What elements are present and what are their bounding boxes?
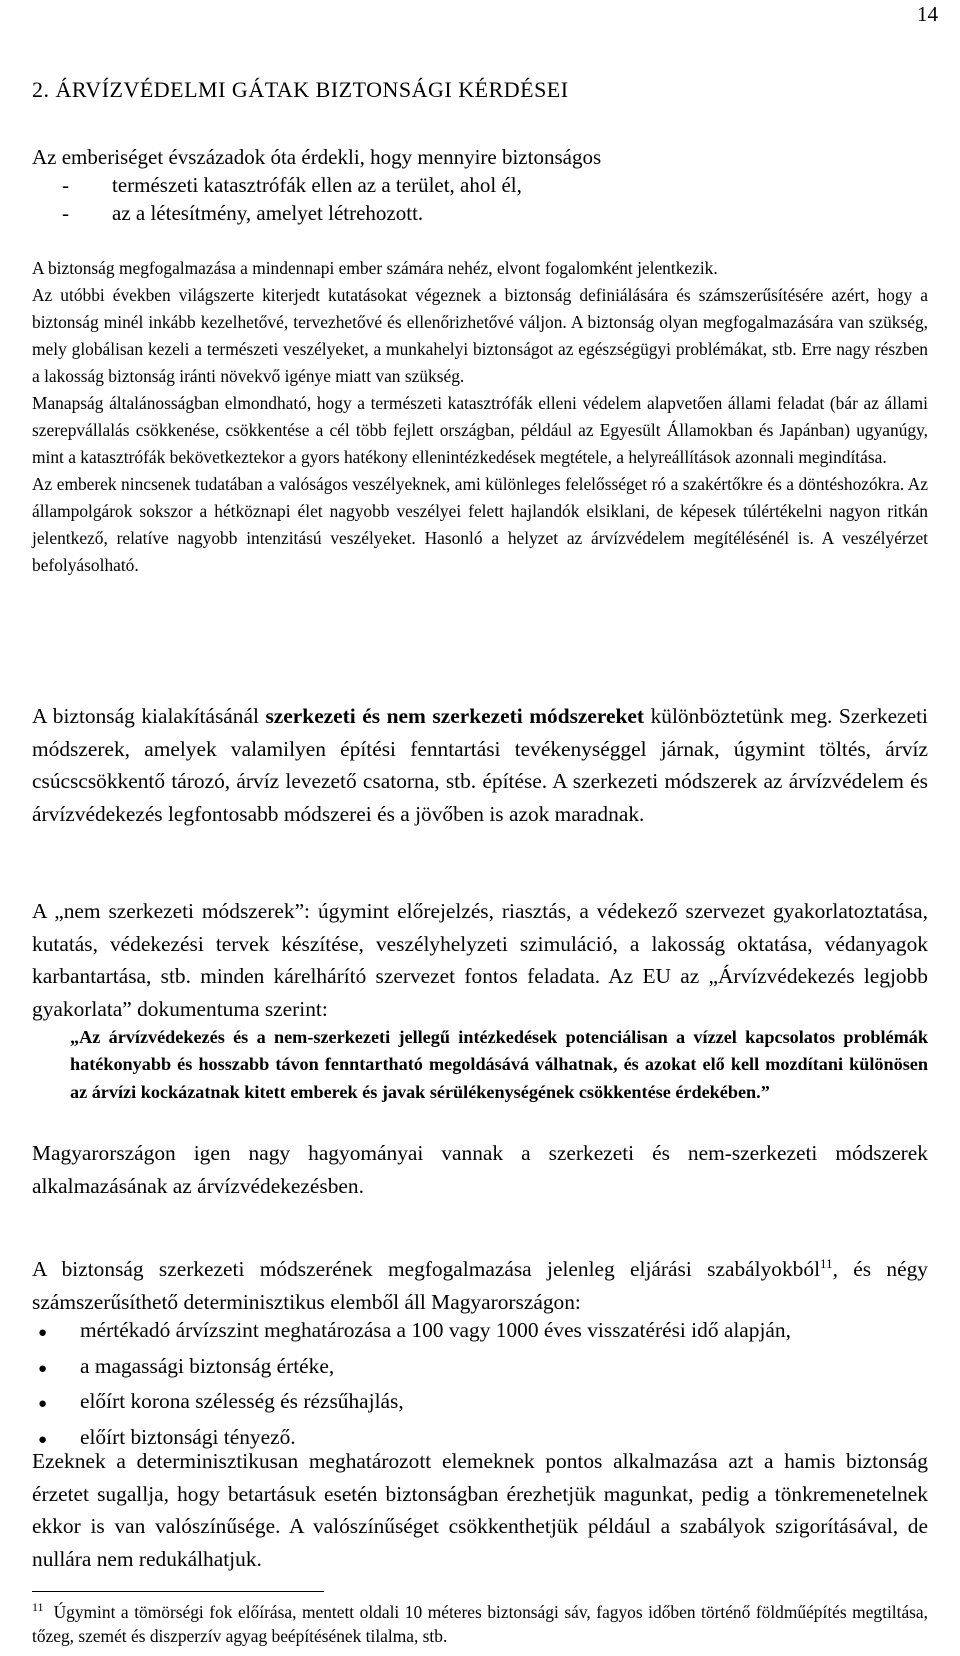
paragraph-nonstructural-methods: A „nem szerkezeti módszerek”: úgymint előrejelzés, riasztás, a védekező szervezet gyakorlatoztatása, kutatás, védekezési tervek készítése, veszélyhelyzeti szimuláció, a lakosság oktatása, védanyagok karbantartása, stb. minden kárelhárító szervezet fontos feladata. Az EU az „Árvízvédekezés legjobb gyakorlata” dokumentuma szerint: bbox=[32, 899, 928, 1021]
bullet-item bbox=[32, 1385, 928, 1421]
bullet-icon: ● bbox=[38, 1360, 48, 1377]
footnote-text: Úgymint a tömörségi fok előírása, mentett oldali 10 méteres biztonsági sáv, fagyos időben történő földműépítés megtiltása, tőzeg, szemét és diszperzív agyag beépítésének tilalma, stb. bbox=[32, 1602, 928, 1646]
p3-after: különböztetünk meg. Szerkezeti módszerek, amelyek valamilyen építési fenntartási tevékenységgel járnak, úgymint töltés, árvíz csúcscsökkentő tározó, árvíz levezető csatorna, stb. építése. A szerkezeti módszerek az árvízvédelem és árvízvédekezés legfontosabb módszerei és a jövőben is azok maradnak. bbox=[32, 704, 929, 826]
intro-lead: Az emberiséget évszázadok óta érdekli, hogy mennyire biztonságos bbox=[32, 145, 602, 169]
paragraph-safety-definition: A biztonság megfogalmazása a mindennapi ember számára nehéz, elvont fogalomként jelentkezik. bbox=[32, 258, 718, 278]
p6-before: A biztonság szerkezeti módszerének megfogalmazása jelenleg eljárási szabályokból bbox=[32, 1257, 821, 1281]
intro-list-item-text: természeti katasztrófák ellen az a terület, ahol él, bbox=[112, 173, 522, 197]
section-heading: 2. ÁRVÍZVÉDELMI GÁTAK BIZTONSÁGI KÉRDÉSEI bbox=[32, 77, 569, 102]
bullet-item bbox=[32, 1350, 928, 1386]
intro-list-item bbox=[32, 199, 928, 227]
intro-list-item bbox=[32, 171, 928, 199]
paragraph-hungary-tradition: Magyarországon igen nagy hagyományai vannak a szerkezeti és nem-szerkezeti módszerek alkalmazásának az árvízvédekezésben. bbox=[32, 1141, 928, 1198]
intro-list-item-text: az a létesítmény, amelyet létrehozott. bbox=[112, 201, 424, 225]
p6-after: , és négy számszerűsíthető determinisztikus elemből áll Magyarországon: bbox=[32, 1257, 928, 1314]
footnote-reference[interactable]: 11 bbox=[820, 1255, 833, 1271]
bullet-text: a magassági biztonság értéke, bbox=[80, 1353, 335, 1378]
dash-marker: - bbox=[62, 173, 69, 197]
paragraph-false-security: Ezeknek a determinisztikusan meghatározott elemeknek pontos alkalmazása azt a hamis biztonság érzetet sugallja, hogy betartásuk esetén biztonságban érezhetjük magunkat, pedig a tönkremenetelnek ekkor is van valószínűsége. A valószínűséget csökkenthetjük például a szabályok szigorításával, de nullára nem redukálhatjuk. bbox=[32, 1449, 928, 1571]
bullet-icon: ● bbox=[38, 1396, 48, 1412]
dash-marker: - bbox=[62, 201, 69, 225]
bullet-list bbox=[32, 1314, 928, 1456]
paragraph-state-role: Manapság általánosságban elmondható, hogy a természeti katasztrófák elleni védelem alapvetően állami feladat (bár az állami szerepvállalás csökkenése, csökkentése a cél több fejlett országban, például az Egyesült Államokban és Japánban) ugyanúgy, mint a katasztrófák bekövetkeztekor a gyors hatékony ellenintézkedések megtétele, a helyreállítások azonnali megindítása. bbox=[32, 393, 928, 467]
bullet-text: mértékadó árvízszint meghatározása a 100 vagy 1000 éves visszatérési idő alapján, bbox=[80, 1318, 791, 1342]
eu-quote: „Az árvízvédekezés és a nem-szerkezeti jellegű intézkedések potenciálisan a vízzel kapcsolatos problémák hatékonyabb és hosszabb távon fenntartható megoldásává válhatnak, és azokat elő kell mozdítani különösen az árvízi kockázatnak kitett emberek és javak sérülékenységének csökkentése érdekében.” bbox=[70, 1027, 928, 1102]
bullet-icon: ● bbox=[38, 1431, 48, 1448]
paragraph-deterministic-elements bbox=[32, 1253, 928, 1318]
p3-bold: szerkezeti és nem szerkezeti módszereket bbox=[265, 704, 645, 728]
footnote-mark: 11 bbox=[32, 1600, 44, 1615]
footnote-divider bbox=[32, 1591, 324, 1592]
page-number: 14 bbox=[917, 2, 938, 26]
paragraph-risk-perception: Az emberek nincsenek tudatában a valóságos veszélyeknek, ami különleges felelősséget ró a szakértőkre és a döntéshozókra. Az állampolgárok sokszor a hétköznapi élet nagyobb veszélyei felett hajlandók elsiklani, de képesek túlértékelni nagyon ritkán jelentkező, relatíve nagyobb intenzitású veszélyeket. Hasonló a helyzet az árvízvédelem megítélésénél is. A veszélyérzet befolyásolható. bbox=[32, 474, 928, 575]
footnote bbox=[32, 1600, 928, 1648]
paragraph-structural-methods bbox=[32, 700, 928, 830]
paragraph-research-text: Az utóbbi években világszerte kiterjedt kutatásokat végeznek a biztonság definiálására és számszerűsítésére azért, hogy a biztonság minél inkább kezelhetővé, tervezhetővé és ellenőrizhetővé váljon. A biztonság olyan megfogalmazására van szükség, mely globálisan kezeli a természeti veszélyeket, a munkahelyi biztonságot az egészségügyi problémákat, stb. Erre nagy részben a lakosság biztonság iránti növekvő igénye miatt van szükség. bbox=[32, 285, 928, 386]
paragraph-research bbox=[32, 282, 928, 579]
bullet-item bbox=[32, 1314, 928, 1350]
bullet-text: előírt korona szélesség és rézsűhajlás, bbox=[80, 1389, 404, 1413]
bullet-icon: ● bbox=[38, 1325, 48, 1341]
p3-before: A biztonság kialakításánál bbox=[32, 704, 266, 728]
intro-paragraph bbox=[32, 143, 928, 227]
bullet-text: előírt biztonsági tényező. bbox=[80, 1424, 296, 1449]
